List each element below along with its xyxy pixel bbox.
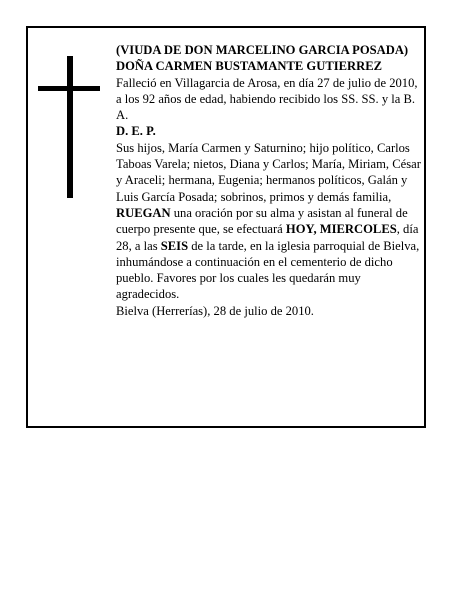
request-text-1: una oración por su alma y asistan al funeral de cuerpo presente que, se efectuará: [116, 205, 408, 237]
funeral-request: [116, 205, 422, 303]
family-list: Sus hijos, María Carmen y Saturnino; hijo político, Carlos Taboas Varela; nietos, Diana y Carlos; María, Miriam, César y Araceli; hermana, Eugenia; hermanos políticos, Galán y Luis García Posada; sobrinos, primos y demás familia,: [116, 140, 421, 204]
place-date: Bielva (Herrerías), 28 de julio de 2010.: [116, 303, 314, 318]
death-line: Falleció en Villagarcia de Arosa, en día 27 de julio de 2010,: [116, 75, 418, 90]
obituary-notice: [26, 26, 426, 428]
cross-icon-bar: [38, 86, 100, 91]
seis-hour: SEIS: [160, 238, 189, 253]
ruegan-word: RUEGAN: [116, 205, 171, 220]
cross-icon: [67, 56, 73, 198]
request-text-3: de la tarde, en la iglesia parroquial de Bielva, inhumándose a continuación en el cementerio de dicho pueblo. Favores por los cuales les quedarán muy agradecidos.: [116, 238, 420, 302]
hoy-miercoles: HOY, MIERCOLES: [285, 222, 397, 237]
widow-header: (VIUDA DE DON MARCELINO GARCIA POSADA): [116, 43, 409, 57]
sacraments-line: a los 92 años de edad, habiendo recibido los SS. SS. y la B. A.: [116, 91, 416, 123]
rip-line: D. E. P.: [116, 124, 156, 139]
request-text-2: , día 28, a las: [116, 222, 419, 253]
deceased-name: DOÑA CARMEN BUSTAMANTE GUTIERREZ: [116, 59, 383, 74]
notice-text: [116, 42, 422, 319]
